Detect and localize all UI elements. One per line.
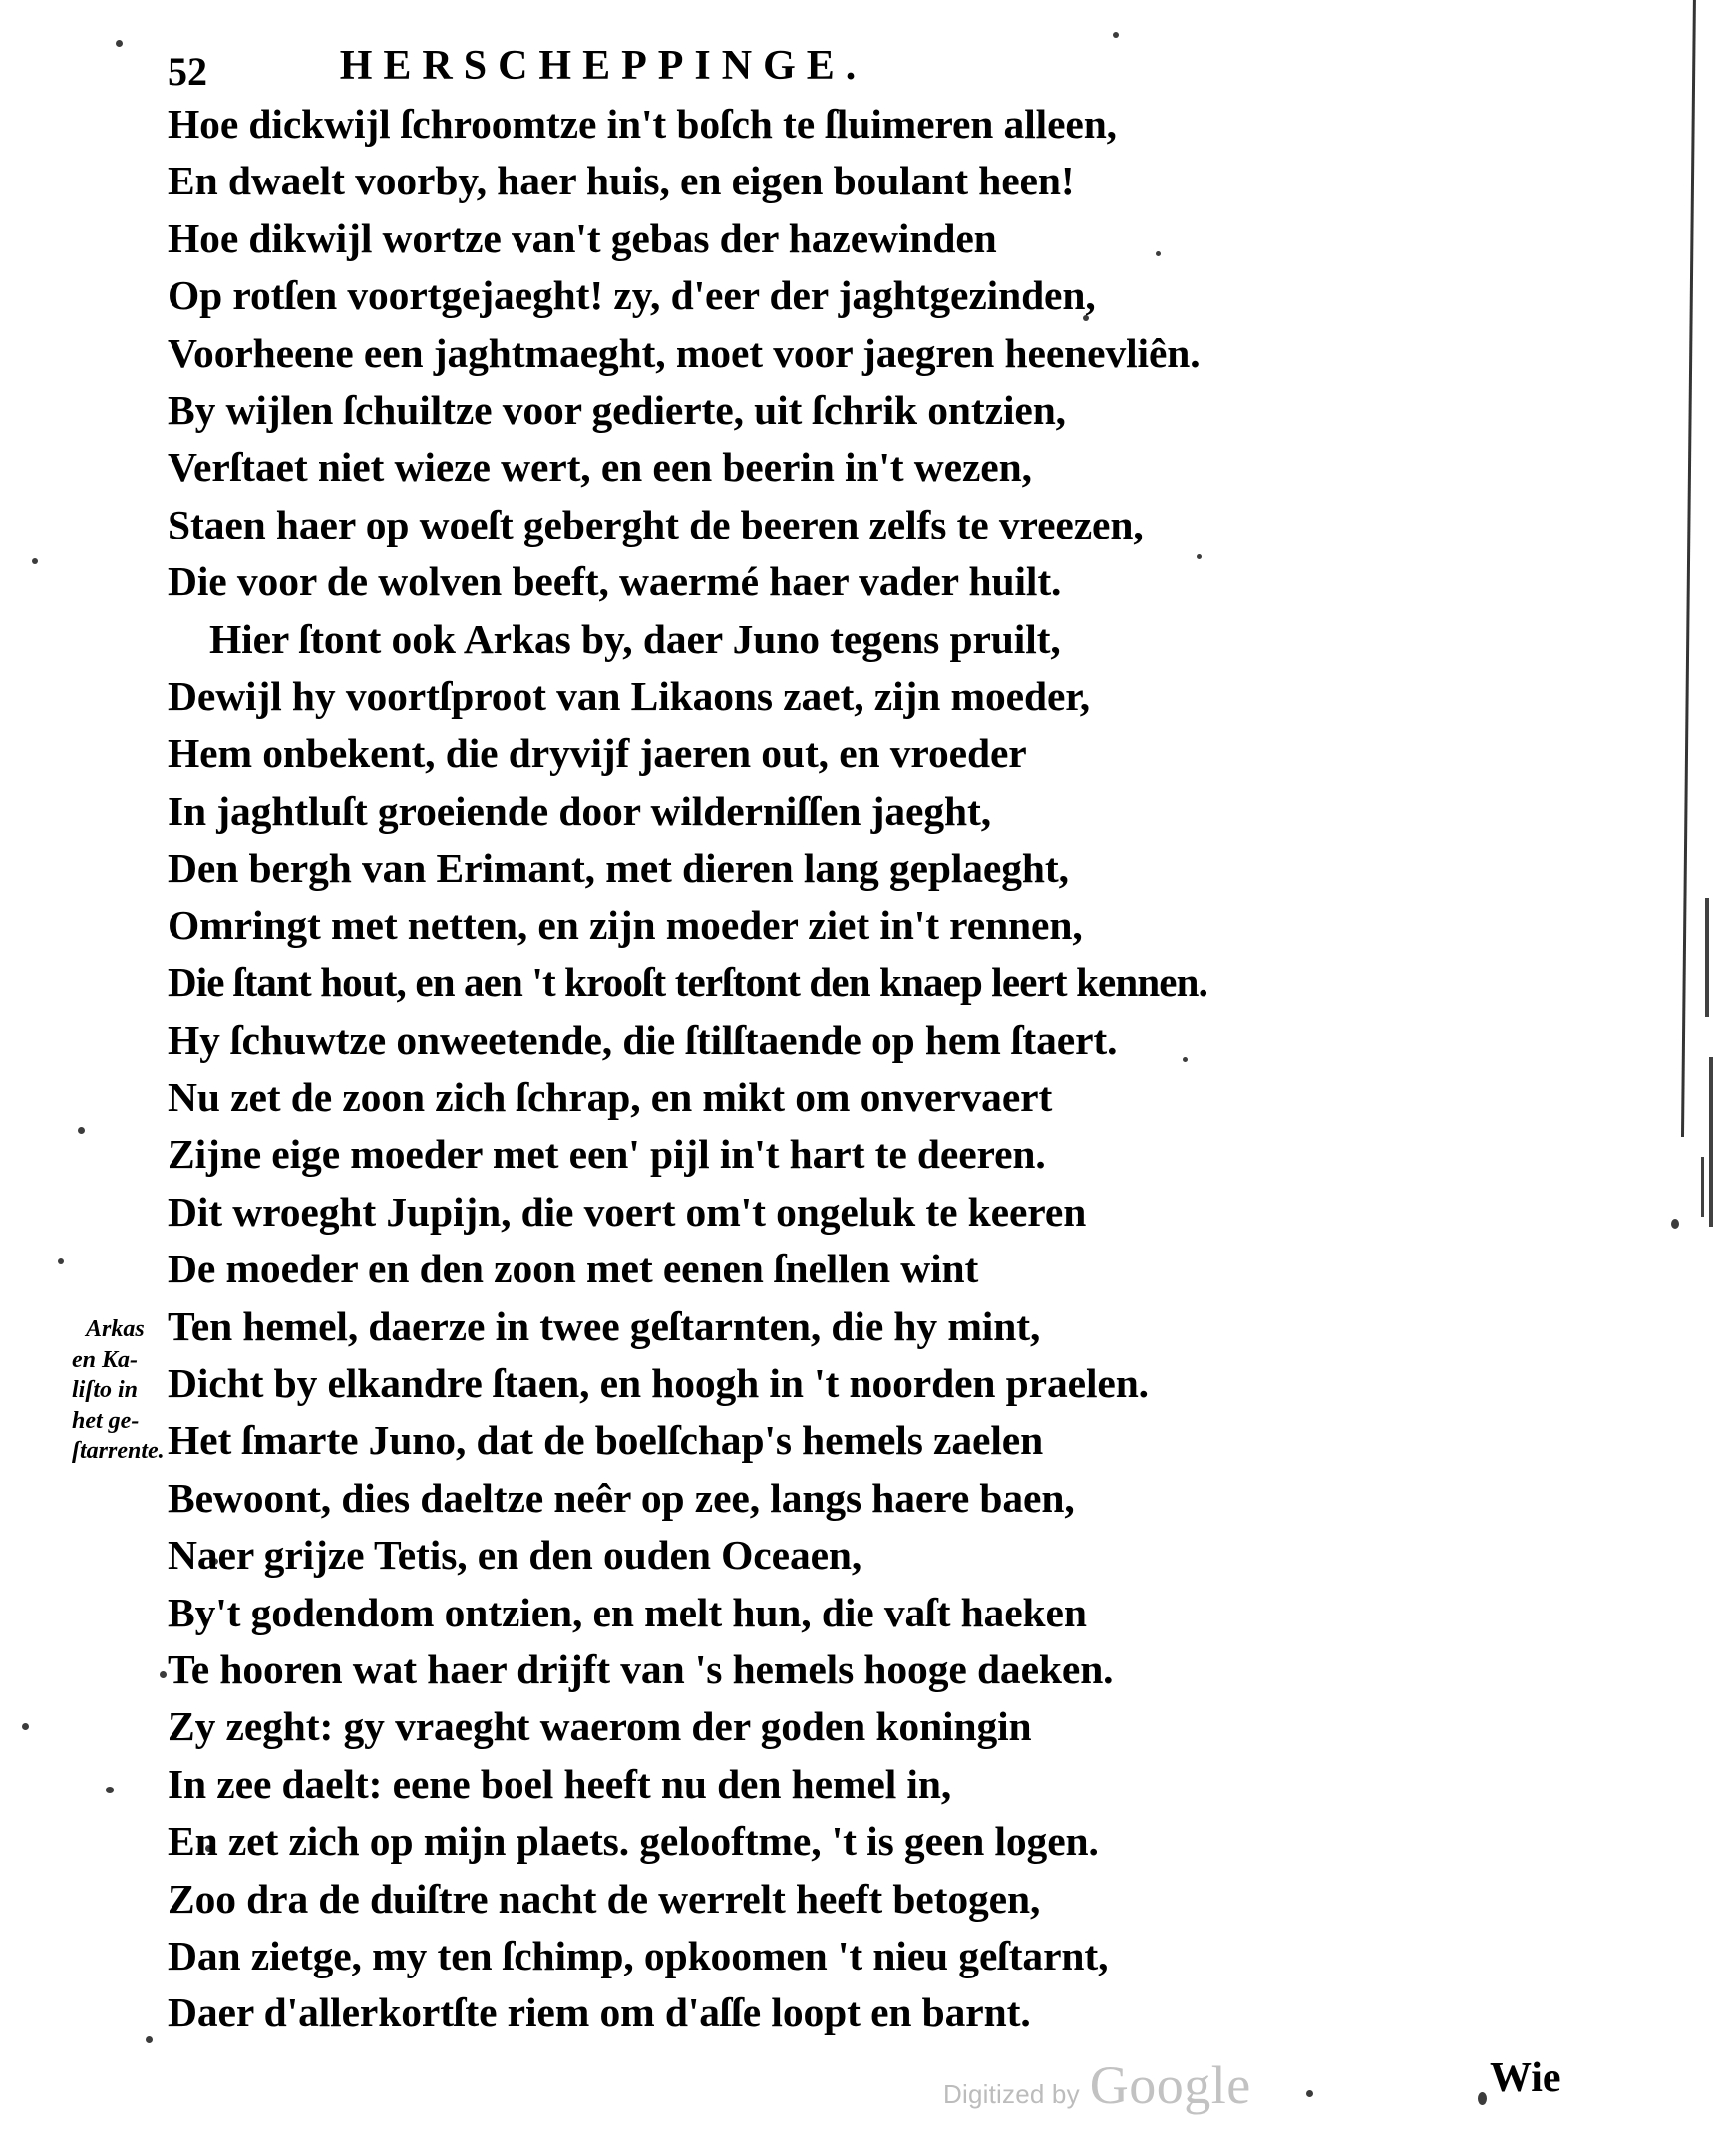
verse-line: Verſtaet niet wieze wert, en een beerin in't wezen,: [168, 444, 1032, 491]
verse-body: [168, 96, 1208, 2042]
scan-speck: [58, 1258, 64, 1264]
verse-line: Het ſmarte Juno, dat de boelſchap's hemels zaelen: [168, 1417, 1044, 1464]
verse-line: Dan zietge, my ten ſchimp, opkoomen 't nieu geſtarnt,: [168, 1933, 1109, 1978]
scan-speck: [32, 558, 38, 564]
verse-line: Hem onbekent, die dryvijf jaeren out, en vroeder: [168, 730, 1027, 777]
scan-speck: [160, 1671, 167, 1678]
verse-line: By wijlen ſchuiltze voor gedierte, uit ſchrik ontzien,: [168, 387, 1066, 434]
verse-line: Omringt met netten, en zijn moeder ziet in't rennen,: [168, 901, 1083, 948]
binding-edge-line: [1681, 0, 1696, 1137]
verse-line: Zijne eige moeder met een' pijl in't hart te deeren.: [168, 1131, 1046, 1178]
catchword: Wie: [1490, 2055, 1561, 2101]
verse-line: Hoe dickwijl ſchroomtze in't boſch te ſluimeren alleen,: [168, 101, 1117, 147]
verse-line: By't godendom ontzien, en melt hun, die vaſt haeken: [168, 1589, 1087, 1635]
verse-line: Daer d'allerkortſte riem om d'aſſe loopt en barnt.: [168, 1989, 1031, 2036]
watermark-brand: Google: [1089, 2055, 1251, 2115]
verse-line: Dewijl hy voortſproot van Likaons zaet, zijn moeder,: [168, 673, 1091, 720]
marginal-note-line: en Ka-: [72, 1346, 138, 1373]
folio-number: 52: [168, 49, 207, 94]
verse-line: Hy ſchuwtze onweetende, die ſtilſtaende op hem ſtaert.: [168, 1016, 1118, 1063]
page-header: [0, 30, 1555, 94]
verse-line: Te hooren wat haer drijft van 's hemels hooge daeken.: [168, 1645, 1114, 1692]
verse-line: In jaghtluſt groeiende door wilderniſſen jaeght,: [168, 787, 991, 834]
verse-line: Naer grijze Tetis, en den ouden Oceaen,: [168, 1532, 862, 1579]
verse-line: Hier ſtont ook Arkas by, daer Juno tegens pruilt,: [209, 615, 1061, 662]
verse-line: En dwaelt voorby, haer huis, en eigen boulant heen!: [168, 158, 1075, 204]
verse-line: In zee daelt: eene boel heeft nu den hemel in,: [168, 1760, 952, 1807]
scan-speck: [1478, 2092, 1487, 2105]
page-edge-artifact: [1705, 898, 1709, 1017]
verse-line: Zoo dra de duiſtre nacht de werrelt heeft betogen,: [168, 1875, 1041, 1922]
marginal-note: [72, 1314, 189, 1467]
scan-speck: [78, 1127, 85, 1134]
marginal-note-line: het ge-: [72, 1407, 140, 1434]
verse-line: En zet zich op mijn plaets. gelooftme, 't is geen logen.: [168, 1818, 1099, 1865]
verse-line: Ten hemel, daerze in twee geſtarnten, die hy mint,: [168, 1302, 1041, 1349]
scan-speck: [1671, 1219, 1679, 1229]
marginal-note-line: Arkas: [86, 1316, 145, 1342]
verse-line: Bewoont, dies daeltze neêr op zee, langs haere baen,: [168, 1474, 1075, 1521]
scan-speck: [146, 2036, 153, 2043]
scan-speck: [1197, 554, 1202, 559]
verse-line: Die ſtant hout, en aen 't krooſt terſtont den knaep leert kennen.: [168, 959, 1208, 1006]
marginal-note-line: liſto in: [72, 1377, 139, 1403]
verse-line: De moeder en den zoon met eenen ſnellen wint: [168, 1246, 979, 1292]
verse-line: Dit wroeght Jupijn, die voert om't ongeluk te keeren: [168, 1188, 1087, 1235]
verse-line: Den bergh van Erimant, met dieren lang geplaeght,: [168, 845, 1069, 892]
verse-line: Die voor de wolven beeft, waermé haer vader huilt.: [168, 558, 1062, 605]
scan-speck: [1306, 2090, 1313, 2097]
scan-speck: [106, 1787, 114, 1793]
verse-line: Op rotſen voortgejaeght! zy, d'eer der jaghtgezinden,: [168, 272, 1096, 319]
scan-speck: [22, 1723, 29, 1730]
verse-line: Zy zeght: gy vraeght waerom der goden koningin: [168, 1703, 1032, 1750]
watermark-prefix: Digitized by: [943, 2079, 1080, 2109]
running-head: HERSCHEPPINGE.: [339, 43, 867, 89]
digitization-watermark: [943, 2055, 1251, 2115]
page-edge-artifact: [1701, 1157, 1704, 1217]
marginal-note-line: ſtarrente.: [72, 1438, 165, 1464]
verse-line: Staen haer op woeſt geberght de beeren zelfs te vreezen,: [168, 501, 1144, 547]
page-edge-artifact: [1709, 1057, 1713, 1227]
verse-line: Dicht by elkandre ſtaen, en hoogh in 't noorden praelen.: [168, 1359, 1149, 1406]
verse-line: Voorheene een jaghtmaeght, moet voor jaegren heenevliên.: [168, 329, 1201, 376]
verse-line: Hoe dikwijl wortze van't gebas der hazewinden: [168, 214, 997, 261]
verse-line: Nu zet de zoon zich ſchrap, en mikt om onvervaert: [168, 1073, 1053, 1120]
